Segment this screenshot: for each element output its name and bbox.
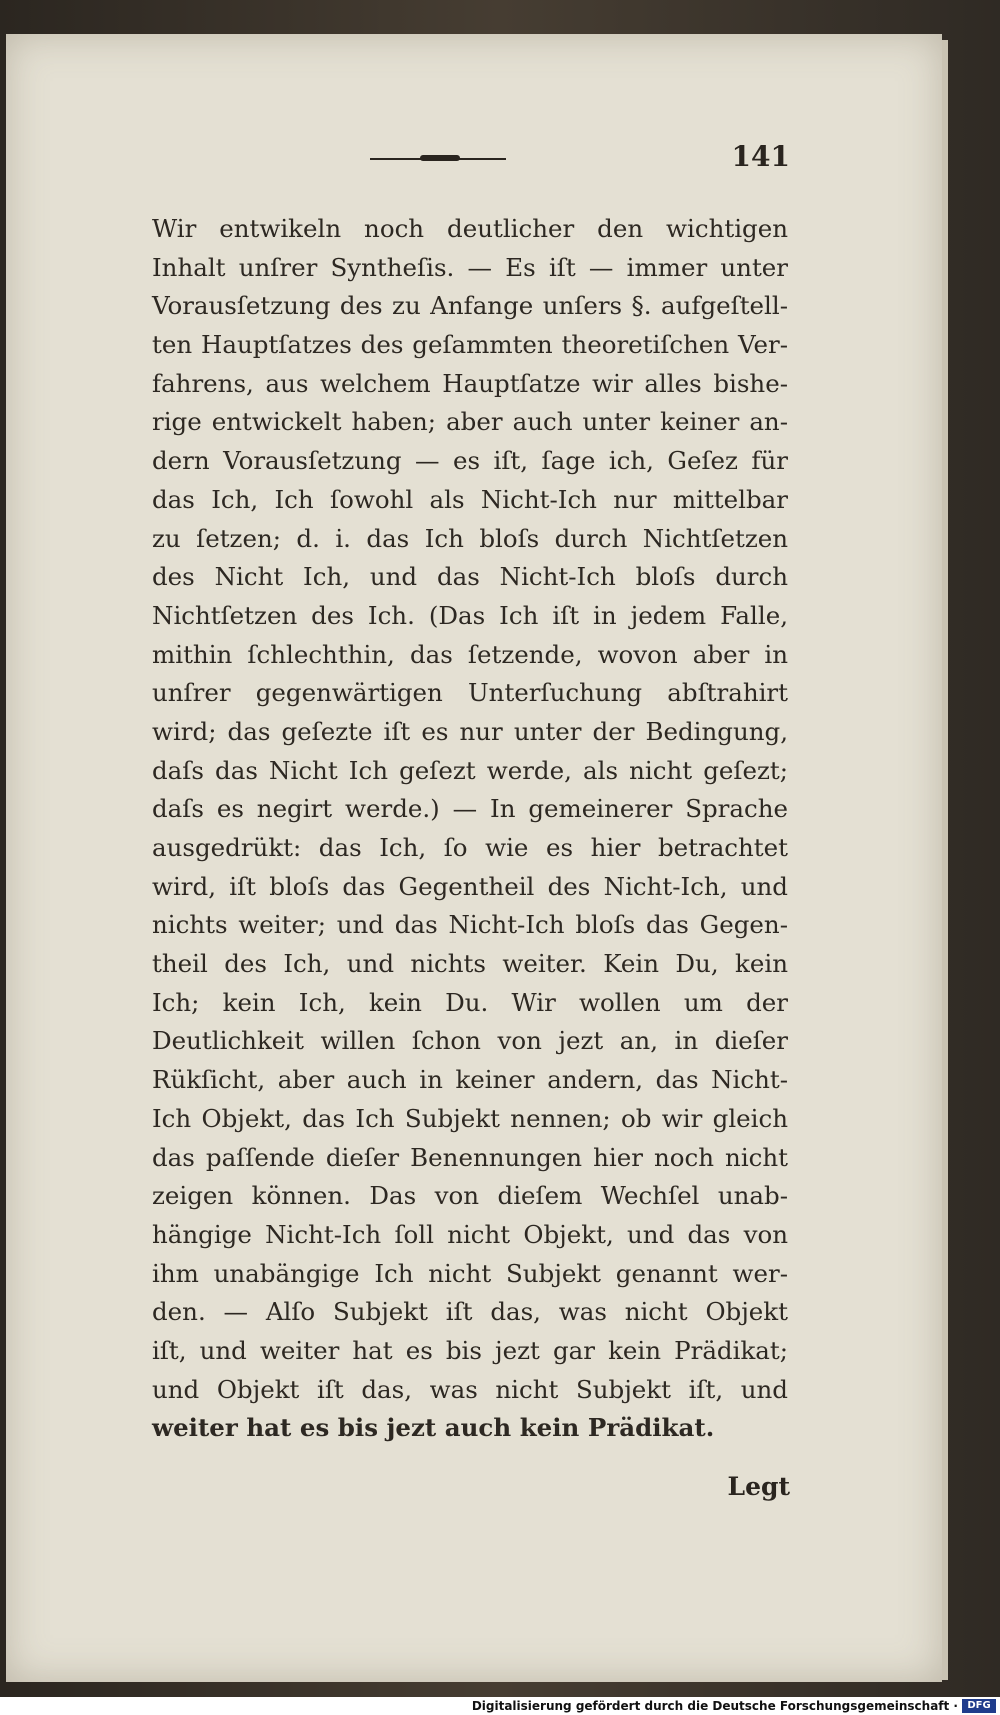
text-line: Ich Objekt, das Ich Subjekt nennen; ob wir gleich	[152, 1103, 788, 1133]
text-line: fahrens, aus welchem Hauptſatze wir alles bishe-	[152, 368, 788, 398]
text-line: wird, iſt bloſs das Gegentheil des Nicht-Ich, und	[152, 871, 788, 901]
text-line: zeigen können. Das von dieſem Wechſel unab-	[152, 1181, 788, 1211]
text-line: ten Hauptſatzes des geſammten theoretiſchen Ver-	[152, 330, 788, 360]
text-line: rige entwickelt haben; aber auch unter keiner an-	[152, 407, 788, 437]
text-line: das paſſende dieſer Benennungen hier noch nicht	[152, 1142, 788, 1172]
footer-bar	[0, 1697, 1000, 1715]
text-line: Ich; kein Ich, kein Du. Wir wollen um der	[152, 987, 788, 1017]
header-rule-ornament	[420, 155, 460, 161]
text-line: weiter hat es bis jezt auch kein Prädikat.	[152, 1413, 715, 1443]
text-line: hängige Nicht-Ich ſoll nicht Objekt, und das von	[152, 1219, 788, 1249]
text-line: daſs es negirt werde.) — In gemeinerer Sprache	[152, 794, 788, 824]
page-number: 141	[731, 140, 790, 173]
text-line: iſt, und weiter hat es bis jezt gar kein Prädikat;	[152, 1335, 788, 1365]
body-text	[152, 210, 788, 1448]
text-line: Nichtſetzen des Ich. (Das Ich iſt in jedem Falle,	[152, 600, 788, 630]
dfg-logo: DFG	[962, 1699, 996, 1713]
text-line: den. — Alſo Subjekt iſt das, was nicht Objekt	[152, 1297, 788, 1327]
text-line: Wir entwikeln noch deutlicher den wichtigen	[152, 214, 788, 243]
text-line: und Objekt iſt das, was nicht Subjekt iſt, und	[152, 1374, 788, 1404]
text-line: Inhalt unſrer Syntheſis. — Es iſt — immer unter	[152, 252, 788, 282]
text-line: ihm unabängige Ich nicht Subjekt genannt wer-	[152, 1258, 788, 1288]
text-line: daſs das Nicht Ich geſezt werde, als nicht geſezt;	[152, 755, 788, 785]
text-line: des Nicht Ich, und das Nicht-Ich bloſs durch	[152, 562, 788, 592]
text-line: das Ich, Ich ſowohl als Nicht-Ich nur mittelbar	[152, 484, 788, 514]
text-line: Vorausſetzung des zu Anfange unſers §. aufgeſtell-	[152, 291, 788, 321]
text-line: nichts weiter; und das Nicht-Ich bloſs das Gegen-	[152, 910, 788, 940]
catchword: Legt	[727, 1472, 790, 1501]
text-line: theil des Ich, und nichts weiter. Kein Du, kein	[152, 949, 788, 979]
text-line: wird; das geſezte iſt es nur unter der Bedingung,	[152, 716, 788, 746]
text-line: Deutlichkeit willen ſchon von jezt an, in dieſer	[152, 1026, 788, 1056]
text-line: Rükſicht, aber auch in keiner andern, das Nicht-	[152, 1065, 788, 1095]
text-line: unſrer gegenwärtigen Unterſuchung abſtrahirt	[152, 678, 788, 708]
footer-credit: Digitalisierung gefördert durch die Deutsche Forschungsgemeinschaft ·	[471, 1699, 958, 1713]
text-line: ausgedrükt: das Ich, ſo wie es hier betrachtet	[152, 833, 788, 862]
text-line: mithin ſchlechthin, das ſetzende, wovon aber in	[152, 639, 788, 669]
text-line: dern Vorausſetzung — es iſt, ſage ich, Geſez für	[152, 446, 788, 476]
text-line: zu ſetzen; d. i. das Ich bloſs durch Nichtſetzen	[152, 523, 788, 553]
